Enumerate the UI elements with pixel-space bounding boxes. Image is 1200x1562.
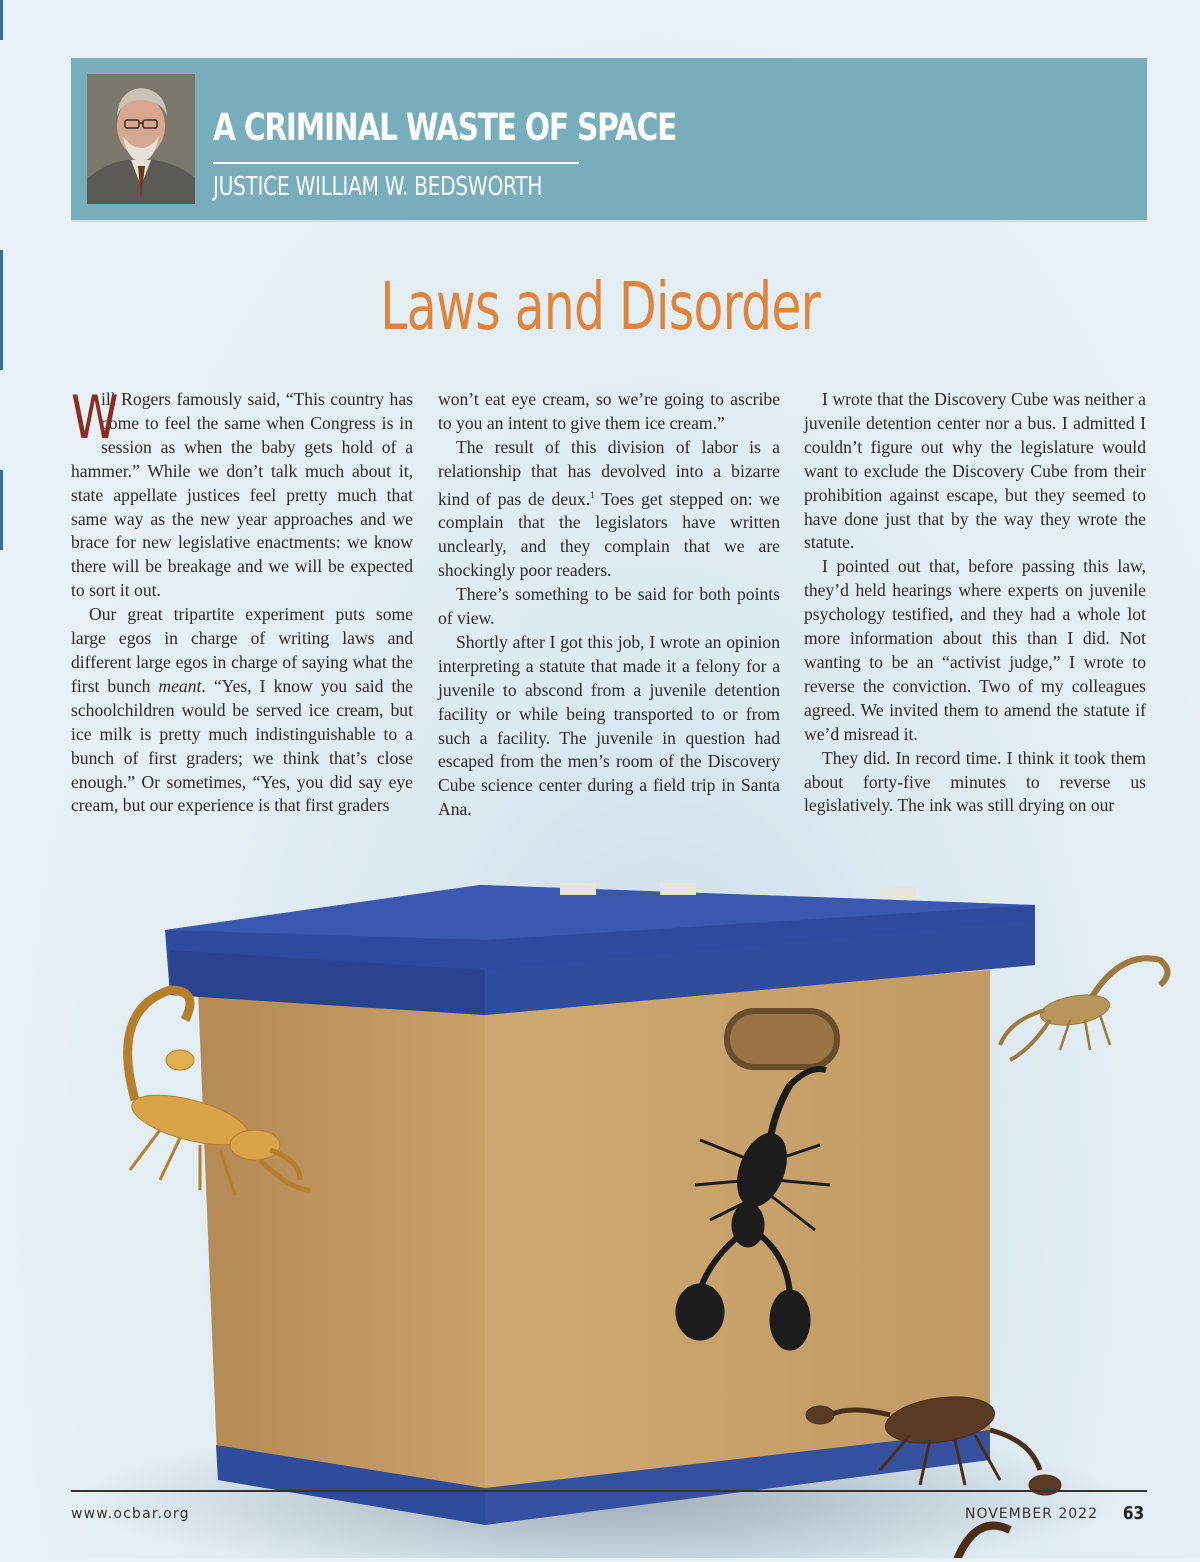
box-and-scorpions-illustration <box>0 860 1200 1558</box>
page-number: 63 <box>1122 1503 1145 1524</box>
article-title <box>0 268 1200 345</box>
footer-website[interactable]: www.ocbar.org <box>71 1506 190 1522</box>
article-column-3 <box>804 388 1146 818</box>
article-column-1 <box>71 383 413 818</box>
paragraph: I wrote that the Discovery Cube was neither a juvenile detention center nor a bus. I admitted I couldn’t figure out why the legislature would want to exclude the Discovery Cube from their prohibition against escape, but they seemed to have done just that by the way they wrote the statute. <box>804 389 1146 553</box>
paragraph: won’t eat eye cream, so we’re going to ascribe to you an intent to give them ice cream.” <box>438 389 780 433</box>
footer-rule <box>71 1490 1147 1492</box>
footnote-marker: 1 <box>590 489 595 500</box>
drop-cap: W <box>71 383 119 453</box>
page-edge-mark <box>0 470 3 550</box>
footer-issue-date: NOVEMBER 2022 <box>964 1506 1098 1522</box>
paragraph-text: ill Rogers famously said, “This country has come to feel the same when Congress is in session as when the baby gets hold of a hammer.” While we don’t talk much about it, state appellate justices feel pretty much that same way as the new year approaches and we brace for new legislative enactments: we know there will be breakage and we will be expected to sort it out. <box>71 389 413 601</box>
scorpion-yellow-right <box>1000 958 1168 1060</box>
page-edge-mark <box>0 0 3 40</box>
paragraph: I pointed out that, before passing this law, they’d held hearings where experts on juvenile psychology testified, and they had a whole lot more information about this than I did. Not wanting to be an “activist judge,” I wrote to reverse the conviction. Two of my colleagues agreed. We invited them to amend the statute if we’d misread it. <box>804 556 1146 744</box>
column-name-rule <box>213 162 579 164</box>
author-byline: JUSTICE WILLIAM W. BEDSWORTH <box>213 172 543 202</box>
box-front-face <box>198 990 485 1525</box>
paragraph: They did. In record time. I think it took them about forty-five minutes to reverse us legislatively. The ink was still drying on our <box>804 747 1146 816</box>
paragraph-text: . “Yes, I know you said the schoolchildren would be served ice cream, but ice milk is pretty much indistinguishable to a bunch of first graders; we think that’s close enough.” Or sometimes, “Yes, you did say eye cream, but our experience is that first graders <box>71 675 413 816</box>
article-title-text: Laws and Disorder <box>380 268 820 345</box>
paragraph-text: The result of this division of labor is a relationship that has devolved into a bizarre kind of pas de deux. <box>438 436 780 509</box>
paragraph-text: Toes get stepped on: we complain that the legislators have written unclearly, and they complain that we are shockingly poor readers. <box>438 488 780 581</box>
lid-tab <box>880 887 916 899</box>
emphasis-text: meant <box>158 675 202 696</box>
paragraph-text: Our great tripartite experiment puts some large egos in charge of writing laws and different large egos in charge of saying what the first bunch <box>71 604 413 696</box>
author-portrait <box>87 74 195 204</box>
column-name: A CRIMINAL WASTE OF SPACE <box>213 106 677 149</box>
column-header-band <box>71 58 1147 220</box>
paragraph: There’s something to be said for both points of view. <box>438 584 780 629</box>
paragraph <box>438 436 780 583</box>
article-column-2 <box>438 388 780 822</box>
paragraph <box>71 603 413 818</box>
lid-tab <box>560 883 596 895</box>
paragraph: Shortly after I got this job, I wrote an opinion interpreting a statute that made it a felony for a juvenile to abscond from a juvenile detention facility or while being transported to or from such a facility. The juvenile in question had escaped from the men’s room of the Discovery Cube science center during a field trip in Santa Ana. <box>438 631 780 820</box>
paragraph <box>71 383 413 603</box>
lid-tab <box>660 883 696 895</box>
